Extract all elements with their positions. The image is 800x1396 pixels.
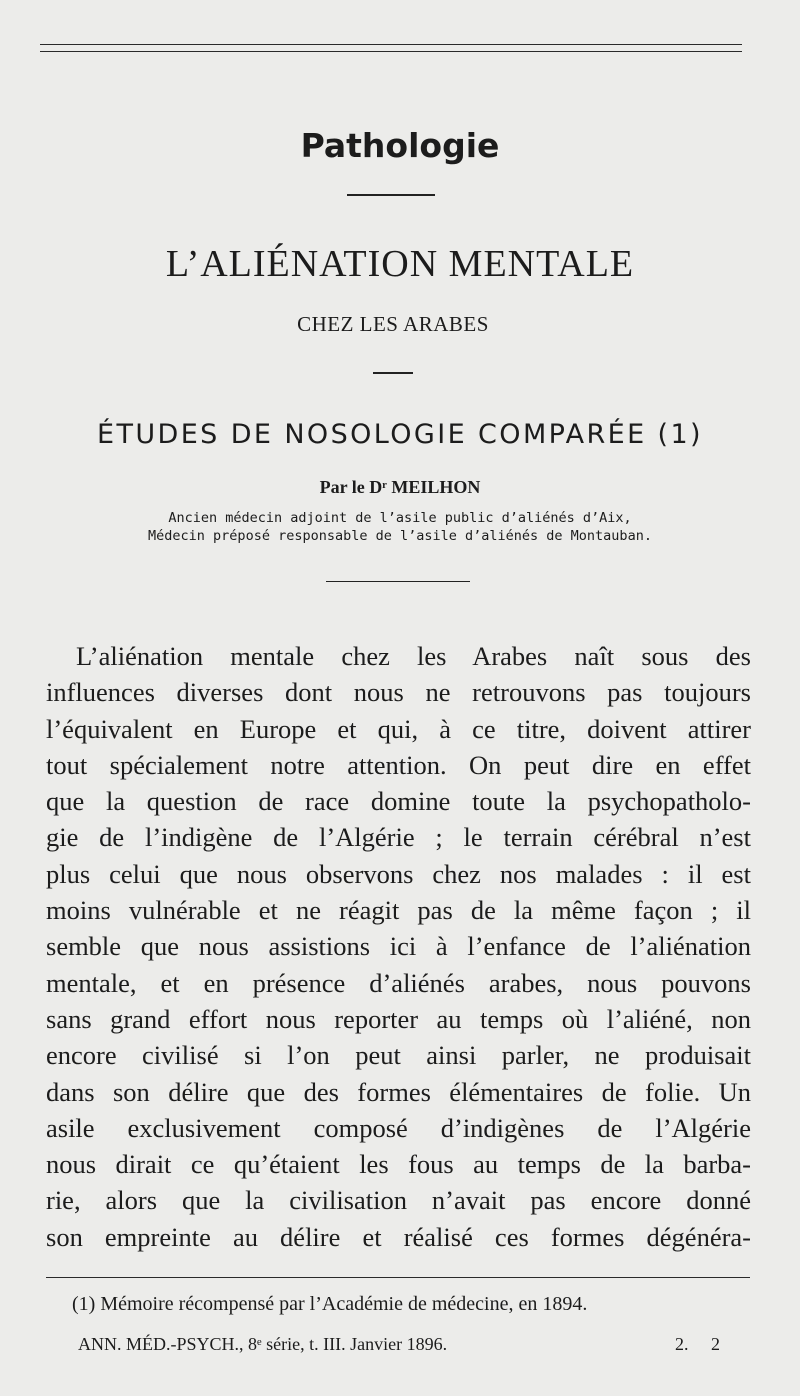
body-line: gie de l’indigène de l’Algérie ; le terrain cérébral n’est [46, 822, 751, 853]
separator-rule [347, 194, 435, 196]
footnote: (1) Mémoire récompensé par l’Académie de médecine, en 1894. [72, 1293, 588, 1315]
separator-rule [326, 581, 470, 582]
author-affiliation: Médecin préposé responsable de l’asile d’aliénés de Montauban. [148, 528, 652, 544]
author-affiliation: Ancien médecin adjoint de l’asile public d’aliénés d’Aix, [168, 510, 632, 526]
body-text [46, 638, 751, 1255]
section-title: Pathologie [300, 126, 500, 165]
body-line: L’aliénation mentale chez les Arabes naît sous des [76, 641, 751, 671]
signature-mark: 2. 2 [675, 1334, 720, 1354]
journal-citation: ANN. MÉD.-PSYCH., 8ᵉ série, t. III. Janvier 1896. [78, 1334, 448, 1354]
top-double-rule [40, 44, 742, 52]
body-line: mentale, et en présence d’aliénés arabes, nous pouvons [46, 967, 751, 998]
body-line: tout spécialement notre attention. On peut dire en effet [46, 749, 751, 780]
body-line: semble que nous assistions ici à l’enfance de l’aliénation [46, 931, 751, 962]
author-byline: Par le Dʳ MEILHON [319, 477, 481, 497]
body-line: l’équivalent en Europe et qui, à ce titre, doivent attirer [46, 713, 751, 744]
article-heading: ÉTUDES DE NOSOLOGIE COMPARÉE (1) [97, 419, 703, 450]
body-line: sans grand effort nous reporter au temps où l’aliéné, non [46, 1003, 751, 1034]
article-title: L’ALIÉNATION MENTALE [165, 243, 635, 285]
body-line: plus celui que nous observons chez nos malades : il est [46, 858, 751, 889]
body-line: nous dirait ce qu’étaient les fous au temps de la barba- [46, 1149, 751, 1180]
body-line: moins vulnérable et ne réagit pas de la même façon ; il [46, 895, 751, 926]
separator-rule [373, 372, 413, 374]
article-subtitle: CHEZ LES ARABES [297, 312, 489, 336]
body-line: que la question de race domine toute la psychopatholo- [46, 786, 751, 817]
body-line: dans son délire que des formes élémentaires de folie. Un [46, 1076, 751, 1107]
body-line: influences diverses dont nous ne retrouvons pas toujours [46, 677, 751, 708]
footnote-rule [46, 1277, 750, 1278]
running-footer [78, 1334, 720, 1355]
body-line: son empreinte au délire et réalisé ces formes dégénéra- [46, 1221, 751, 1252]
body-line: asile exclusivement composé d’indigènes de l’Algérie [46, 1112, 751, 1143]
body-line: rie, alors que la civilisation n’avait pas encore donné [46, 1185, 751, 1216]
body-line: encore civilisé si l’on peut ainsi parler, ne produisait [46, 1040, 751, 1071]
